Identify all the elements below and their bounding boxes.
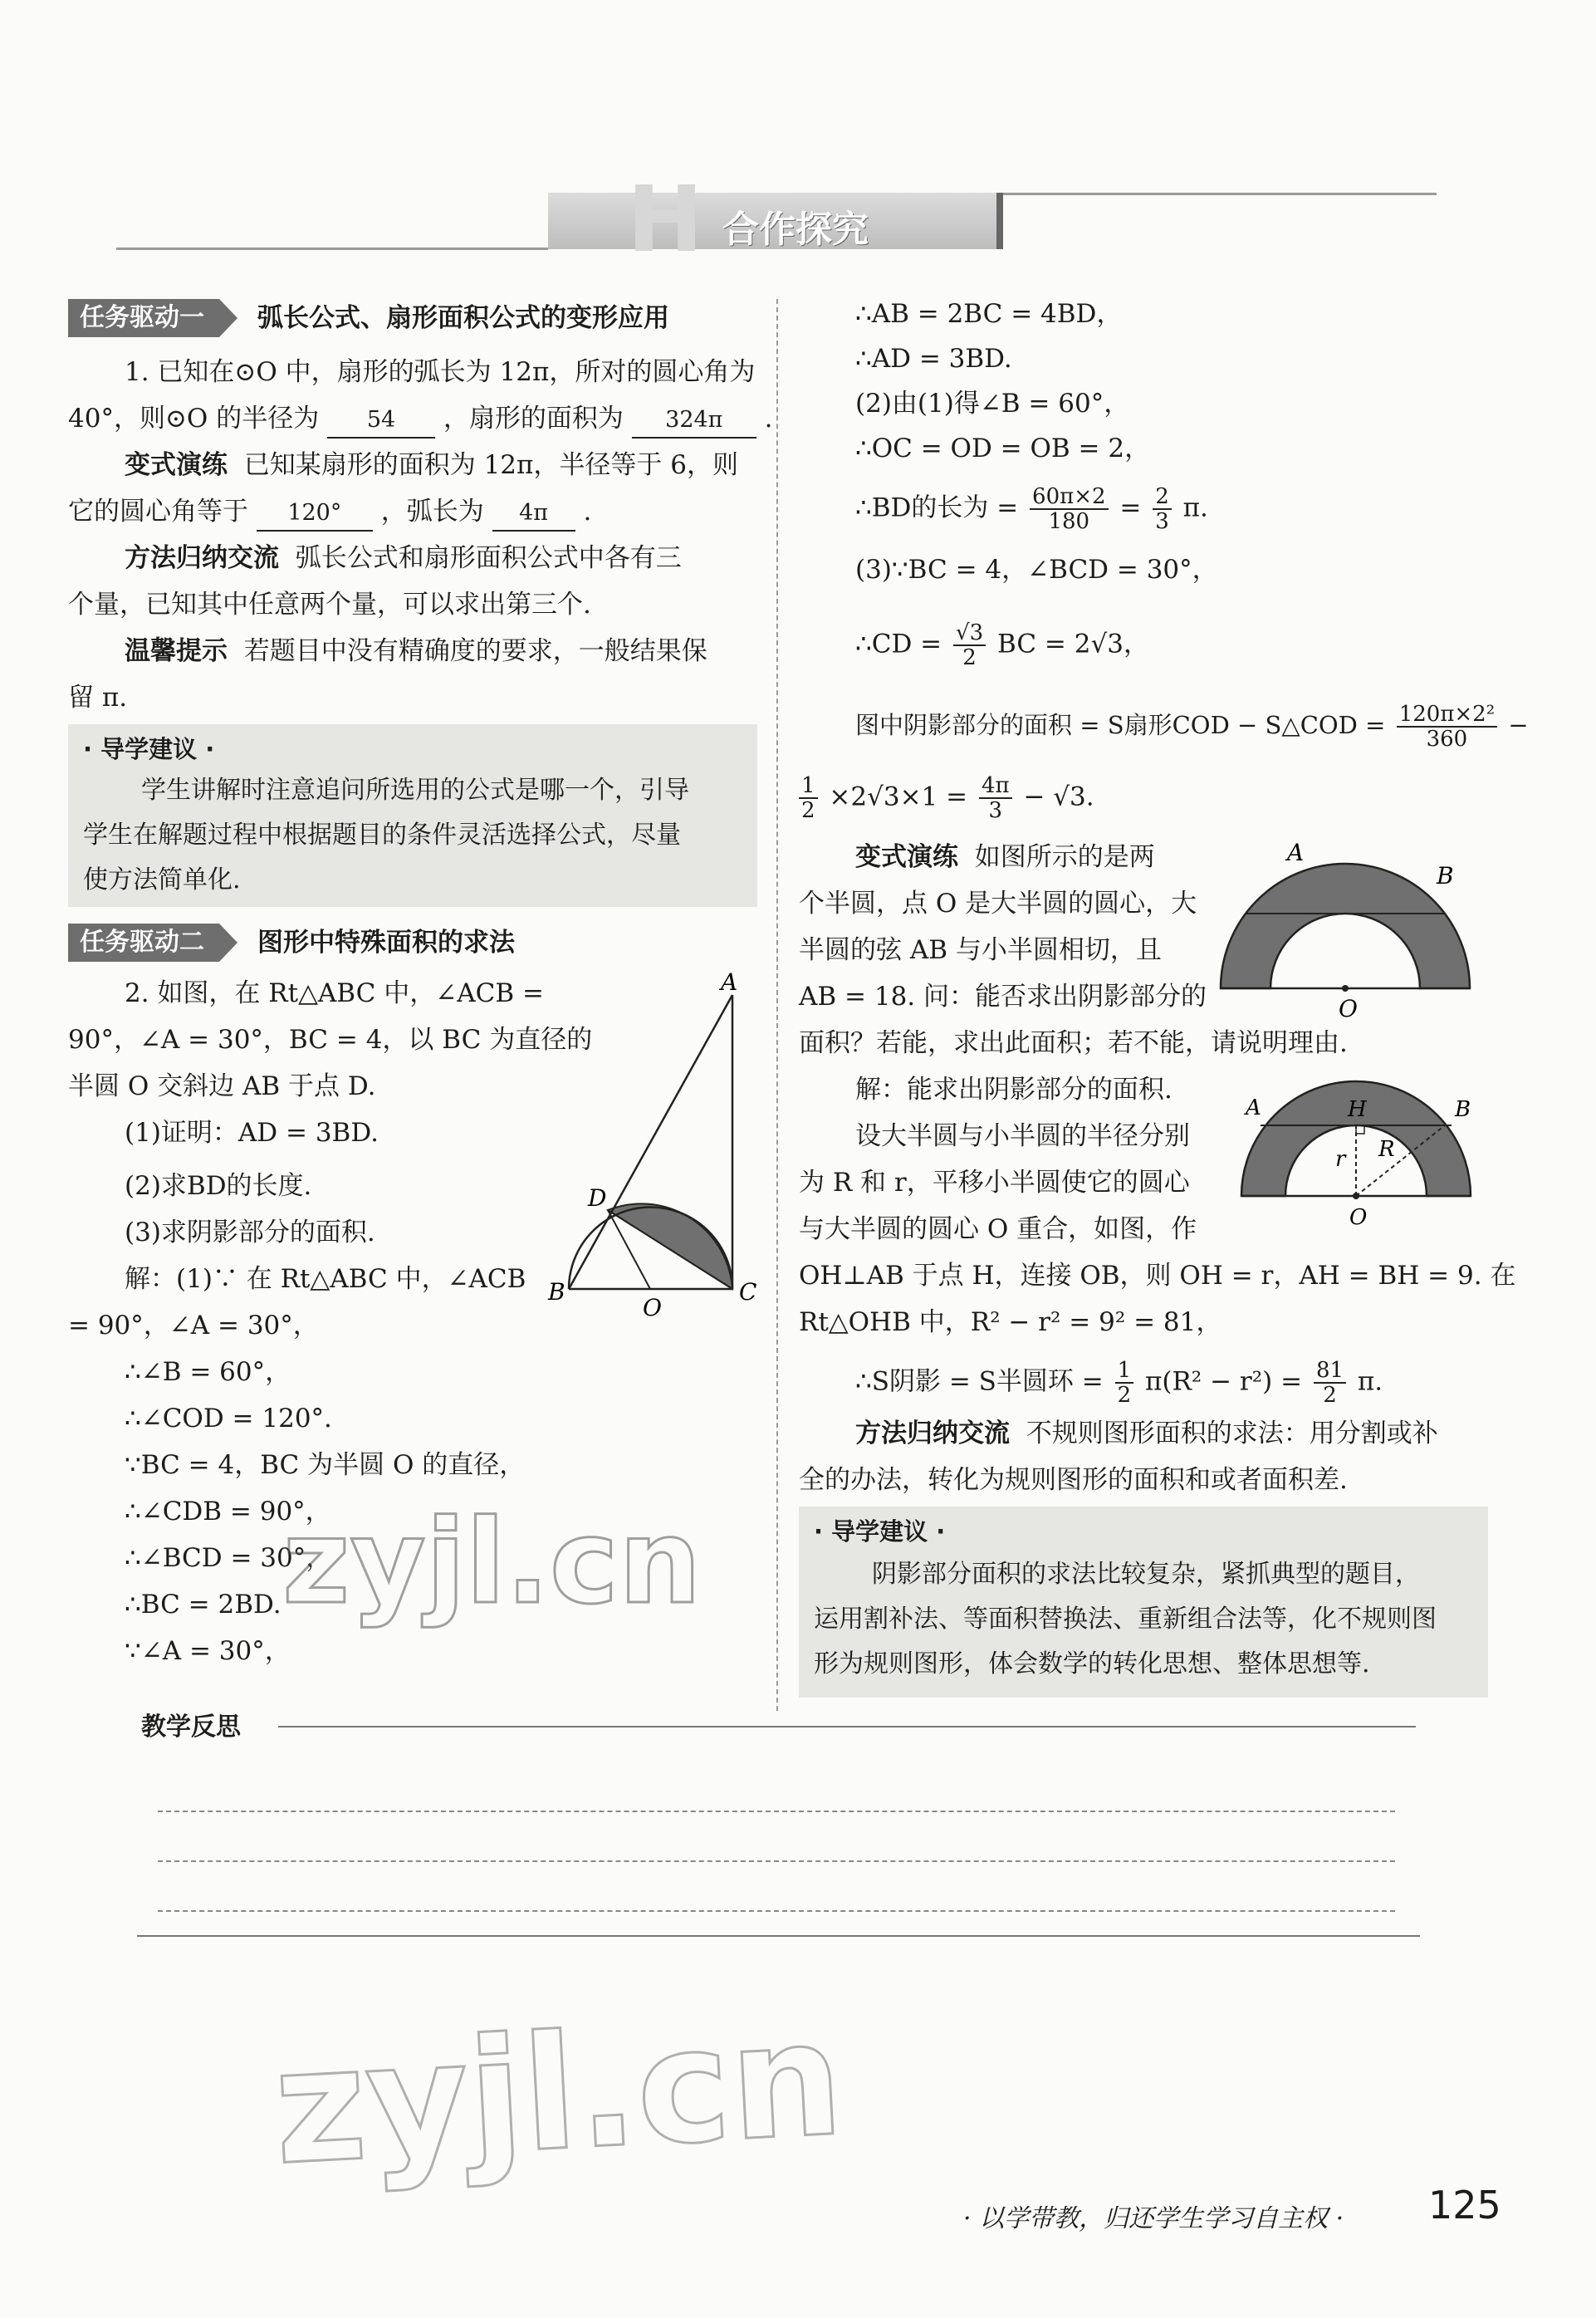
frac-s-result: $\frac{81}{2}$ xyxy=(1314,1359,1346,1407)
frac-result: $\frac{4\pi}{3}$ xyxy=(979,774,1012,822)
center-dot xyxy=(1342,985,1349,992)
guide2-line-3: 形为规则图形，体会数学的转化思想、整体思想等. xyxy=(814,1649,1370,1678)
header-rule-right xyxy=(988,193,1437,195)
label-d: D xyxy=(588,1184,607,1212)
header-letter: H xyxy=(627,166,704,272)
variant2-line-4: AB = 18. 问：能否求出阴影部分的 xyxy=(799,982,1207,1012)
sol-line-4: ∴∠COD = 120°. xyxy=(125,1404,332,1433)
sol-line-6: ∴∠CDB = 90°， xyxy=(125,1497,331,1527)
s-line-3: 为 R 和 r，平移小半圆使它的圆心 xyxy=(799,1168,1190,1198)
semicircle-figure-2 xyxy=(1237,1073,1495,1239)
guide1-line-1: 学生讲解时注意追问所选用的公式是哪一个，引导 xyxy=(141,776,689,805)
frac-half: $\frac{1}{2}$ xyxy=(799,774,818,822)
method1-line-a: 方法归纳交流 弧长公式和扇形面积公式中各有三 xyxy=(125,543,682,573)
r-line-9: $\frac{1}{2}$ ×2√3×1 = $\frac{4\pi}{3}$ − √3. xyxy=(796,774,1094,822)
label-a: A xyxy=(721,972,738,996)
reflection-top-rule xyxy=(278,1726,1416,1727)
variant1-label: 变式演练 xyxy=(125,450,228,480)
fig2-label-r: r xyxy=(1335,1147,1346,1172)
guide1-line-2: 学生在解题过程中根据题目的条件灵活选择公式，尽量 xyxy=(83,821,681,850)
q2-line-2: 90°，∠A = 30°，BC = 4，以 BC 为直径的 xyxy=(68,1025,593,1055)
s-line-4: 与大半圆的圆心 O 重合，如图，作 xyxy=(799,1214,1197,1244)
header-rule-left xyxy=(116,247,548,250)
fig2-label-o: O xyxy=(1349,1205,1368,1230)
s-line-2: 设大半圆与小半圆的半径分别 xyxy=(855,1121,1190,1151)
task1-tag: 任务驱动一 xyxy=(68,299,219,337)
q2-part1: (1)证明：AD = 3BD. xyxy=(125,1118,379,1148)
fig2-label-b: B xyxy=(1455,1097,1471,1122)
reflection-line-3 xyxy=(158,1910,1395,1912)
tip-line-b: 留 π. xyxy=(68,683,128,713)
sol-line-3: ∴∠B = 60°， xyxy=(125,1357,291,1387)
task2-tag: 任务驱动二 xyxy=(68,924,219,962)
frac-s-half: $\frac{1}{2}$ xyxy=(1115,1359,1134,1407)
variant2-line-2: 个半圆，点 O 是大半圆的圆心，大 xyxy=(799,889,1197,919)
q1-line-a: 1. 已知在⊙O 中，扇形的弧长为 12π，所对的圆心角为 xyxy=(125,357,756,387)
task2-title: 图形中特殊面积的求法 xyxy=(257,928,515,958)
guide1-title: · 导学建议 · xyxy=(83,735,215,763)
sol-line-1: 解：(1)∵ 在 Rt△ABC 中，∠ACB xyxy=(125,1264,526,1294)
triangle-figure xyxy=(540,972,764,1321)
label-b: B xyxy=(548,1278,565,1306)
r-line-3: (2)由(1)得∠B = 60°， xyxy=(855,389,1130,419)
q2-part3: (3)求阴影部分的面积. xyxy=(125,1218,375,1247)
r-line-6: (3)∵BC = 4，∠BCD = 30°， xyxy=(855,555,1218,585)
sol-line-8: ∴BC = 2BD. xyxy=(125,1590,282,1620)
reflection-bottom-rule xyxy=(137,1935,1420,1937)
watermark-2: zyjl.cn xyxy=(269,1987,848,2200)
fig1-label-o: O xyxy=(1339,995,1358,1022)
page-number: 125 xyxy=(1428,2183,1501,2227)
q1-answer-area: 324π xyxy=(632,404,756,439)
sol-line-9: ∵∠A = 30°， xyxy=(125,1636,291,1666)
variant1-line-a: 变式演练 已知某扇形的面积为 12π，半径等于 6，则 xyxy=(125,450,738,480)
reflection-line-2 xyxy=(158,1860,1395,1862)
r-line-8: 图中阴影部分的面积 = S扇形COD − S△COD = $\frac{\text{120π×2²}}{360}$ − xyxy=(855,702,1529,752)
r-line-1: ∴AB = 2BC = 4BD， xyxy=(855,299,1123,329)
q2-part2: (2)求BD的长度. xyxy=(125,1171,312,1201)
guide1-line-3: 使方法简单化. xyxy=(83,865,241,894)
variant2-line-3: 半圆的弦 AB 与小半圆相切，且 xyxy=(799,935,1162,965)
q1-line-b: 40°，则⊙O 的半径为 54 ，扇形的面积为 324π . xyxy=(68,402,773,439)
method2-line-a: 方法归纳交流 不规则图形面积的求法：用分割或补 xyxy=(855,1419,1438,1448)
r-line-5: ∴BD的长为 = $\frac{60\pi\times 2}{180}$ = $\frac{2}{3}$ π. xyxy=(855,484,1208,534)
frac-cd: $\frac{√3}{2}$ xyxy=(953,621,986,669)
variant2-label: 变式演练 xyxy=(855,842,958,872)
fig1-label-b: B xyxy=(1437,862,1454,889)
footer-motto: · 以学带教，归还学生学习自主权 · xyxy=(963,2204,1344,2233)
variant1-answer-arc: 4π xyxy=(492,497,575,532)
variant1-answer-angle: 120° xyxy=(257,497,373,532)
sol-line-2: = 90°，∠A = 30°， xyxy=(68,1311,319,1340)
r-line-2: ∴AD = 3BD. xyxy=(855,344,1012,374)
header-title: 合作探究 xyxy=(722,208,869,251)
variant2-line-1: 变式演练 如图所示的是两 xyxy=(855,842,1155,872)
reflection-line-1 xyxy=(158,1811,1395,1812)
frac-arc-2: $\frac{2}{3}$ xyxy=(1153,485,1172,533)
sol-line-5: ∵BC = 4，BC 为半圆 O 的直径， xyxy=(125,1450,526,1480)
variant1-line-b: 它的圆心角等于 120° ，弧长为 4π . xyxy=(68,495,591,532)
frac-sector: $\frac{\text{120π×2²}}{360}$ xyxy=(1397,703,1497,751)
column-divider xyxy=(776,299,778,1711)
q1-answer-radius: 54 xyxy=(327,404,435,439)
method2-label: 方法归纳交流 xyxy=(855,1419,1010,1448)
q2-line-1: 2. 如图，在 Rt△ABC 中，∠ACB = xyxy=(125,978,544,1008)
fig2-label-big-r: R xyxy=(1378,1137,1395,1162)
frac-arc-1: $\frac{60\pi\times 2}{180}$ xyxy=(1030,485,1109,533)
tip-line-a: 温馨提示 若题目中没有精确度的要求，一般结果保 xyxy=(125,636,707,666)
tip-label: 温馨提示 xyxy=(125,636,228,666)
method1-line-b: 个量，已知其中任意两个量，可以求出第三个. xyxy=(68,590,591,620)
fig1-label-a: A xyxy=(1287,839,1305,866)
task1-title: 弧长公式、扇形面积公式的变形应用 xyxy=(257,303,669,333)
label-o: O xyxy=(643,1294,662,1321)
sol-line-7: ∴∠BCD = 30°， xyxy=(125,1543,332,1573)
fig2-label-h: H xyxy=(1348,1097,1367,1122)
r-line-4: ∴OC = OD = OB = 2， xyxy=(855,434,1151,463)
s-line-6: Rt△OHB 中，R² − r² = 9² = 81， xyxy=(799,1307,1222,1337)
semicircle-band xyxy=(1221,864,1470,988)
guide2-line-2: 运用割补法、等面积替换法、重新组合法等，化不规则图 xyxy=(814,1605,1437,1634)
s-line-1: 解：能求出阴影部分的面积. xyxy=(855,1075,1173,1105)
variant2-line-5: 面积？若能，求出此面积；若不能，请说明理由. xyxy=(799,1028,1348,1058)
method1-label: 方法归纳交流 xyxy=(125,543,279,573)
q2-line-3: 半圆 O 交斜边 AB 于点 D. xyxy=(68,1071,376,1101)
s-line-7: ∴S阴影 = S半圆环 = $\frac{1}{2}$ π(R² − r²) = $\frac{81}{2}$ π. xyxy=(855,1358,1383,1408)
fig2-label-a: A xyxy=(1246,1095,1261,1120)
reflection-title: 教学反思 xyxy=(141,1713,241,1742)
method2-line-b: 全的办法，转化为规则图形的面积和或者面积差. xyxy=(799,1465,1348,1495)
center-dot-2 xyxy=(1353,1193,1359,1199)
s-line-5: OH⊥AB 于点 H，连接 OB，则 OH = r，AH = BH = 9. 在 xyxy=(799,1261,1516,1291)
r-line-7: ∴CD = $\frac{√3}{2}$ BC = 2√3， xyxy=(855,620,1149,670)
header-banner xyxy=(548,166,1003,272)
guide2-line-1: 阴影部分面积的求法比较复杂，紧抓典型的题目， xyxy=(872,1560,1420,1589)
watermark-1: zyjl.cn xyxy=(282,1495,702,1630)
semicircle-figure-1 xyxy=(1212,839,1486,1030)
label-c: C xyxy=(739,1278,757,1306)
guide2-title: · 导学建议 · xyxy=(814,1517,946,1546)
